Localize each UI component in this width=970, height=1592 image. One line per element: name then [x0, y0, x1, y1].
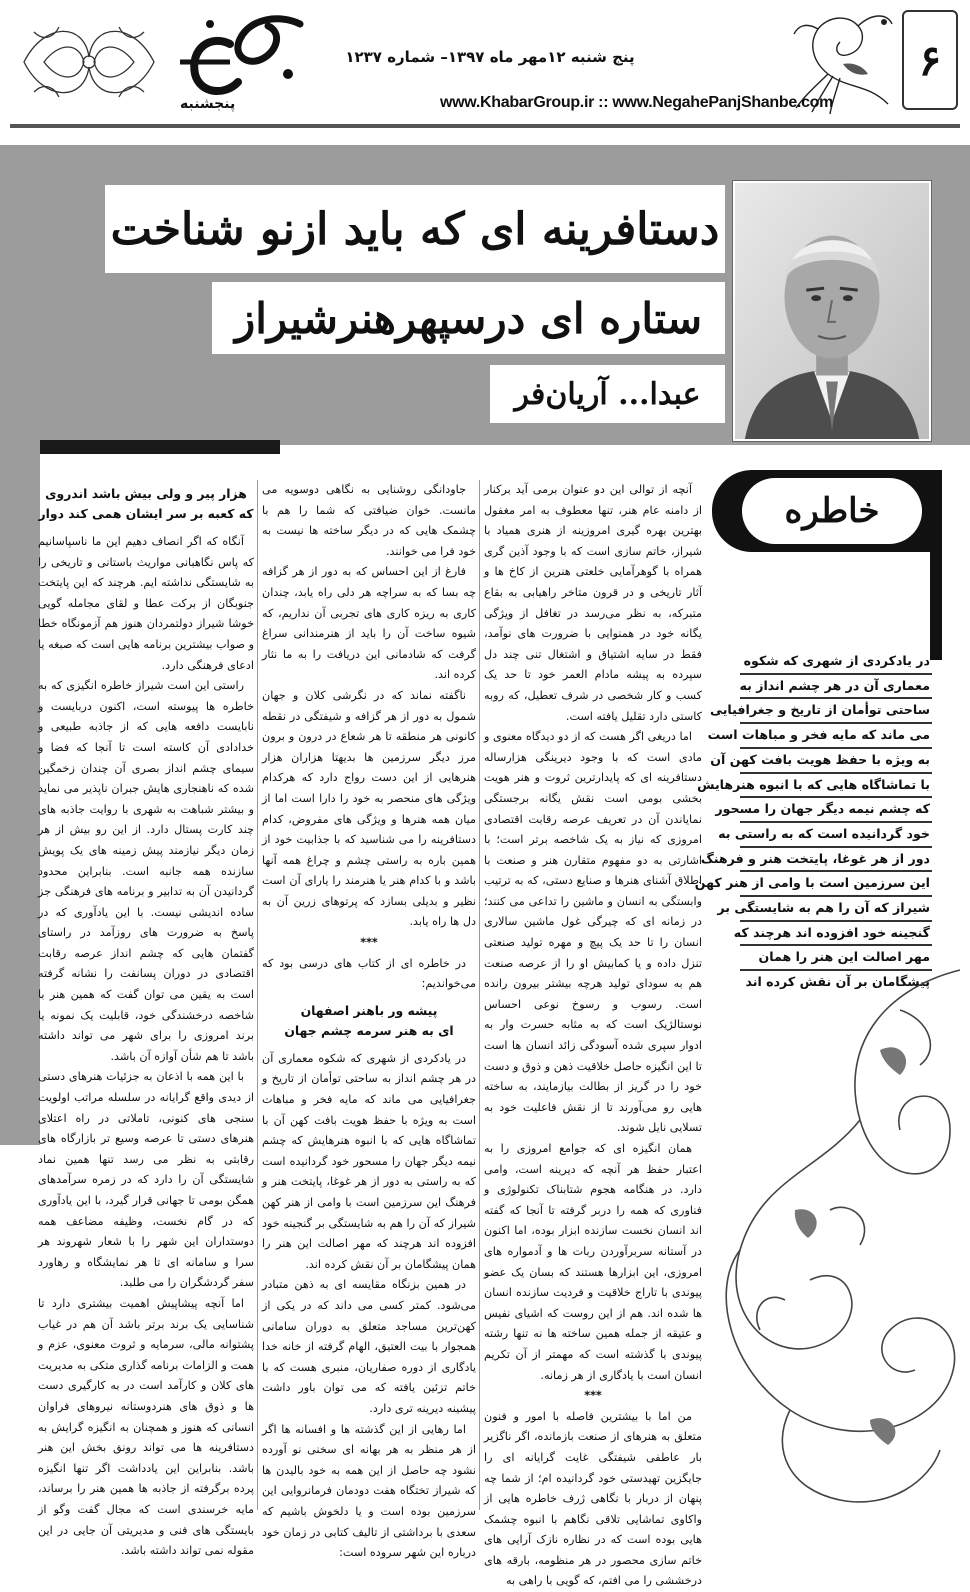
- article-column-2: [262, 480, 476, 1560]
- pull-quote-line: شیراز که آن را هم به شایستگی بر: [740, 897, 932, 922]
- pull-quote-line: به ویژه با حفظ هویت بافت کهن آن: [740, 749, 932, 774]
- headline-box: [105, 185, 725, 273]
- issue-date-line: پنج شنبه ۱۲مهر ماه ۱۳۹۷– شماره ۱۲۳۷: [345, 48, 635, 66]
- pull-quote-line: دور از هر غوغا، پایتخت هنر و فرهنگ: [740, 848, 932, 873]
- author-name: عبدا... آریان‌فر: [514, 376, 701, 412]
- paragraph: همان انگیزه ای که جوامع امروزی را به اعتبار حفظ هر آنچه که دیرینه است، وامی دارد. در هنگامه هجوم شتابناک تکنولوژی و فناوری که همه را دربر گرفته تا آنجا که گفته اند انسان نخست سازنده ابزار بوده، اما اکنون در آستانه سربرآوردن ربات ها و آدمواره های امروزی، این ابزارها هستند که بسان یک عضو پیوندی با تاراج خلاقیت و فردیت سازنده انسان ها شده اند. هم از این روست که اشیای نفیس و عتیقه از جمله همین ساخته ها نه تنها رشته پیوندی با گذشته است که مهمتر از آن تکریم انسان است با یادگاری از هر زمانه.: [484, 1142, 702, 1382]
- pull-quote-line: این سرزمین است با وامی از هنر کهن: [740, 872, 932, 897]
- pull-quote-line: با تماشاگاه هایی که با انبوه هنرهایش: [740, 774, 932, 799]
- paragraph: در همین بزنگاه مقایسه ای به ذهن متبادر می‌شود. کمتر کسی می داند که در یکی از کهن‌ترین مساجد متعلق به دوران سامانی همجوار با بیت العتیق، الهام گرفته از خانه خدا یادگاری از دوره صفاریان، منبری هست که با خاتم تزئین یافته که می توان باور داشت پیشینه دیرینه تری دارد.: [262, 1278, 476, 1415]
- verse-line: که کعبه بر سر ایشان همی کند دوار: [38, 506, 254, 521]
- column-divider: [479, 480, 480, 1510]
- paragraph: اما دریغی اگر هست که از دو دیدگاه معنوی و مادی است که با وجود دیرینگی هزارساله دستافرینه ای که پایدارترین ثروت و هنر هویت بخشی بومی است نقش یگانه برجستگی نمایاندن آن در تعریف عرصه رقابت اقتصادی امروزی که نیاز به یک شاخصه برتر است؛ با اشارتی به دو مفهوم متقارن هنر و صنعت با اطلاق آشنای هنرها و صنایع دستی، که به ترتیب وابستگی به انسان و ماشین را تداعی می کنند؛ در زمانه ای که چیرگی غول ماشین سالاری انسان را تا حد یک پیچ و مهره تولید صنعتی تنزل داده و یا کمابیش او را از عرصه صنعت هم به سودای تولید هرچه بیشتر بیرون رانده است. رسوب و رسوخ نوعی احساس نوستالژیک است که به مثابه حسرت وار به ادوار سپری شده آسودگی زائد انسان ها است تا این انگیزه حاصل خلاقیت ذهن و ذوق و دست خود را در گریز از بطالت بیازمایند، به ساخته هایی رو می‌آورند تا از نقش فاعلیت خود به تسلایی نایل شوند.: [484, 730, 702, 1135]
- pull-quote-line: در یادکردی از شهری که شکوه: [740, 650, 932, 675]
- left-gray-margin: [0, 145, 40, 1145]
- section-separator: ***: [360, 936, 378, 950]
- author-box: [490, 365, 725, 423]
- pull-quote-line: مهر اصالت این هنر را همان: [740, 946, 932, 971]
- pull-quote-line: می ماند که مایه فخر و مباهات است: [740, 724, 932, 749]
- masthead-subtitle: پنجشنبه: [180, 96, 236, 112]
- website-urls: www.KhabarGroup.ir :: www.NegahePanjShanbe.com: [440, 94, 834, 111]
- verse-line: ای به هنر سرمه چشم جهان: [284, 1022, 454, 1038]
- subheadline-box: [212, 282, 725, 354]
- pull-quote: [694, 650, 932, 994]
- header-rule: [10, 124, 960, 128]
- floral-ornament-icon: [700, 950, 970, 1510]
- verse-subheading: [38, 484, 254, 524]
- pull-quote-line: پیشگامان بر آن نقش کرده اند: [745, 974, 930, 990]
- column-divider: [257, 480, 258, 1510]
- page-number-box: [902, 10, 958, 110]
- verse-line: پیشه ور باهنر اصفهان: [300, 1002, 438, 1018]
- paragraph: اما آنچه پیشاپیش اهمیت بیشتری دارد تا شناسایی یک برند برتر باشد آن هم در غیاب پشتوانه مالی، سرمایه و ثروت معنوی، عزم و همت و الزامات برنامه گذاری متکی به مدیریت های کلان و کارآمد است در به کارگیری دست ها و ذوق های هنردوستانه نیروهای فراوان انسانی که هنوز و همچنان به انگیزه گرایش به دستافرینه ها می تواند رونق بخش این هنر باشد. بنابراین این یادداشت اگر تنها انگیزه پرده برگرفته از جاذبه ها همین هنر را برساند، مایه خرسندی است که مجال گفت وگو از بایستگی های فنی و مدیریتی آن جایی در این مقوله نمی تواند داشته باشد.: [38, 1296, 254, 1558]
- paragraph: جاودانگی روشنایی به نگاهی دوسویه می مانست. خوان ضیافتی که شما را هم با چشمک هایی که در دیگر ساخته ها نیست به خود فرا می خوانند.: [262, 483, 476, 558]
- verse-subheading: [262, 1001, 476, 1041]
- pull-quote-line: که چشم نیمه دیگر جهان را مسحور: [740, 798, 932, 823]
- paragraph: در یادکردی از شهری که شکوه معماری آن در هر چشم انداز به ساحتی توأمان از تاریخ و جغرافیایی می ماند که مایه فخر و مباهات است به ویژه با حفظ هویت بافت کهن آن با تماشاگاه هایی که با انبوه هنرهایش که چشم نیمه دیگر جهان را مسحور خود گردانیده است که به راستی به دور از هر غوغا، پایتخت هنر و فرهنگ این سرزمین است با وامی از هنر کهن شیراز که آن را هم به شایستگی بر گنجینه خود افزوده اند هرچند که مهر اصالت این هنر را همان پیشگامان بر آن نقش کرده اند.: [262, 1051, 476, 1271]
- article-column-3: [38, 478, 254, 1558]
- subheadline: ستاره ای درسپهرهنرشیراز: [234, 293, 703, 343]
- author-photo-frame: [732, 180, 932, 442]
- paragraph: با این همه با اذعان به جزئیات هنرهای دستی از دیدی واقع گرایانه در سلسله مراتب اولویت سنجی های کنونی، تاملاتی در راه اعتلای هنرهای دستی تا عرصه وسیع تر بازارگاه های رقابتی به نظر می رسد تنها همین نماد شایستگی آن را دارد که در زمره سرآمدهای همگن بومی تا جهانی قرار گیرد، با این یادآوری که در گام نخست، وظیفه مضاعف همه دوستداران این شهر را با شعار شهروند هر سرا و سامانه ای تا هر نمایشگاه و رهاورد سفر گردشگران را می طلبد.: [38, 1070, 254, 1290]
- paragraph: راستی این است شیراز خاطره انگیزی که به خاطره ها پیوسته است، اکنون دربایست و نابایست دافعه هایی که از جاذبه طبیعی و خدادادی آن کاسته است تا آنجا که فضا و سیمای چشم انداز بصری آن چندان زخمگین شده که ناهنجاری هایش جبران ناپذیر می نماید و بیشتر شباهت به شهری با روایت جاذبه های چند کارت پستال دارد. از این رو بیش از هر زمان دیگر نیازمند پیش زمینه های یک پویش سازنده همه جانبه است. بنابراین محدود گردانیدن آن به تدابیر و برنامه های فرهنگی جز ساده اندیشی نیست. با این یادآوری که در پاسخ به ضرورت های روزآمد در راستای گفتمان هایی که چشم انداز عرصه رقابت اقتصادی در دوران پسانفت را نشانه گرفته است به یقین می توان گفت که همین هنر با شاخصه درخشندگی خود، قابلیت یک نمونه یا برند امروزی را برای شهر می تواند داشته باشد تا هم شأن آوازه آن باشد.: [38, 679, 254, 1063]
- pull-quote-line: خود گردانیده است که به راستی به: [740, 823, 932, 848]
- pull-quote-line: ساحتی توأمان از تاریخ و جغرافیایی: [740, 699, 932, 724]
- paragraph: آنگاه که اگر انصاف دهیم این ما ناسپاسانیم که پاس نگاهبانی مواریث باستانی و تاریخی را به شایستگی نداشته ایم. هرچند که این پایتخت جنوبگان از برکت عطا و لقای مجامله گویی خوشا شیراز دولتمردان هنوز هم آزمونگاه خطا و صواب بیشترین برنامه هایی است که صبغه یا ادعای فرهنگی دارد.: [38, 535, 254, 672]
- paragraph: اما رهایی از این گذشته ها و افسانه ها اگر از هر منظر به هر بهانه ای سخنی نو آورده نشود چه حاصل از این همه به خود بالیدن ها که شیراز تختگاه هفت دودمان فرمانروایی این سرزمین بوده است و یا دلخوش باشیم که سعدی با برداشتی از تالیف کتابی در زمان خود درباره این شهر سروده است:: [262, 1422, 476, 1560]
- page-header: [0, 0, 970, 138]
- section-separator: ***: [584, 1389, 602, 1403]
- section-label-box: [742, 478, 922, 544]
- paragraph: در خاطره ای از کتاب های درسی بود که می‌خواندیم:: [262, 956, 476, 991]
- author-portrait-image: [735, 183, 929, 439]
- pull-quote-line: معماری آن در هر چشم انداز به: [740, 675, 932, 700]
- verse-line: هزار پیر و ولی بیش باشد اندروی: [45, 486, 247, 501]
- floral-header-ornament-icon: [14, 12, 164, 112]
- paragraph: فارغ از این احساس که به دور از هر گزافه چه بسا که به سراچه هر دلی راه یابد، چندان کاری به ریزه کاری های تجربی آن نداریم، که شیوه ساخت آن را باید از هنرمندانی سراغ گرفت که شادمانی این دریافت را به ما نثار کرده اند.: [262, 565, 476, 682]
- paragraph: آنچه از توالی این دو عنوان برمی آید برکنار از دامنه عام هنر، تنها معطوف به امر مغفول بهترین بهره گیری امروزینه از هنری همیاد با شیراز، خاتم سازی است که با وجود آذین گری همراه با گوهرآمایی خلعتی هنرین از کاخ ها و آثار تاریخی و در قرون متاخر راهیابی به بقاع متبرکه، به نظر می‌رسد در تغافل از ویژگی یگانه خود در همنوایی با ضرورت های نوآمد، فقط در سایه اشتیاق و اشتغال تنی چند دل سپرده به پیشه مادام العمر خود تا حد یک کسب و کار شخصی در شرف تعطیل، که روبه کاستی دارد تقلیل یافته است.: [484, 483, 702, 723]
- decorative-right-bar: [930, 470, 942, 660]
- decorative-black-bar: [40, 440, 280, 454]
- page-number: ۶: [918, 35, 942, 85]
- article-column-1: [484, 480, 702, 1588]
- section-label: خاطره: [784, 491, 880, 531]
- pull-quote-line: گنجینه خود افزوده اند هرچند که: [740, 922, 932, 947]
- paragraph: ناگفته نماند که در نگرشی کلان و جهان شمول به دور از هر گزافه و شیفتگی در نقطه کانونی هر منطقه تا هر شعاع در درون و برون مرز دیگر سرزمین ها بدیهتا هزاران هزار هنرهایی از این دست رواج دارد که هرکدام ویژگی های منحصر به خود را دارا است اما از میان همه هنرها و ویژگی های مفروض، کدام دستافرینه را می شناسید که با جذابیت خود از همین باره به راستی چشم و چراغ همه آنها باشد و با کدام هنر یا هنرمند را یارای آن است نظیر و بدیلی بسازد که پرتوهای زرین آن به دل ها راه یابد.: [262, 688, 476, 929]
- paragraph: من اما با بیشترین فاصله با امور و فنون متعلق به هنرهای از صنعت بازمانده، اگر ناگزیر بار عاطفی شیفتگی غایت گرایانه ای را جایگزین تهیدستی خود گردانیده ام؛ از شما چه پنهان از دربار با نگاهی ژرف خاطره هایی از واکاوی تماشایی تلاقی نگاهم با انبوه چشمک هایی بوده است که در نظاره نازک آرایی های خاتم سازی محصور در هر منظومه، بارقه های درخششی را می افتم، که گویی با راهی به: [484, 1409, 702, 1588]
- headline: دستافرینه ای که باید ازنو شناخت: [110, 203, 720, 255]
